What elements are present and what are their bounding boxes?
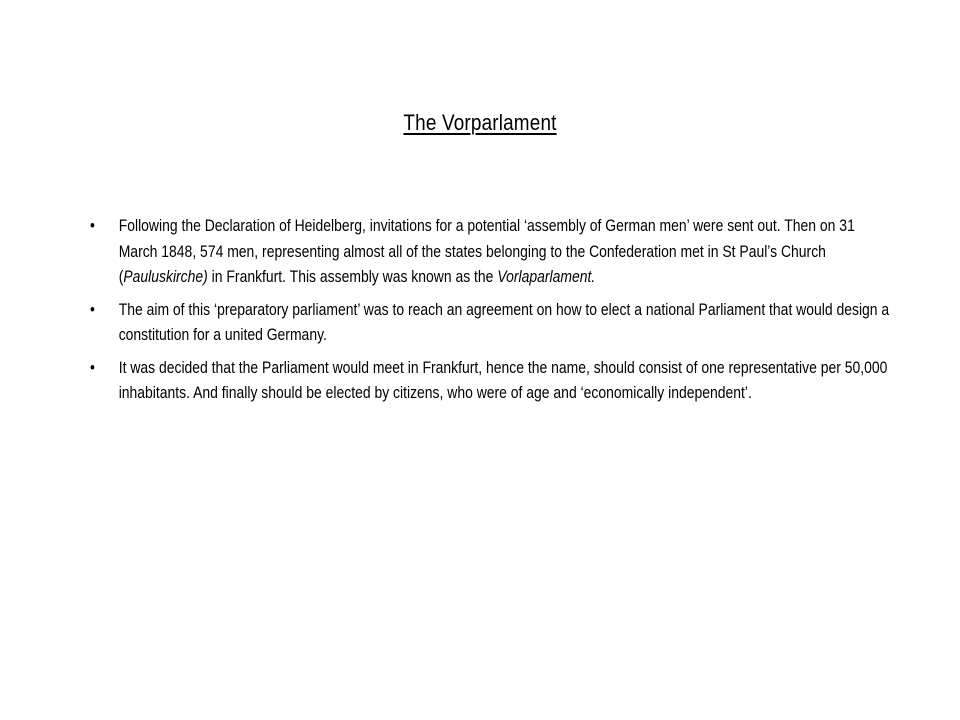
bullet-item-declaration xyxy=(90,213,890,290)
bullet-list xyxy=(90,213,890,413)
pauluskirche-term: Pauluskirche) xyxy=(123,267,208,286)
bullet-item-aim xyxy=(90,297,890,348)
bullet-item-decision xyxy=(90,355,890,406)
bullet-icon: • xyxy=(90,216,95,235)
bullet-text-continued: in Frankfurt. This assembly was known as the xyxy=(207,267,498,286)
bullet-text: Following the Declaration of Heidelberg, invitations for a potential ‘assembly of German men’ were sent out. Then on 31 March 1848, 574 men, representing almost all of the states belonging to the Confederation met in St Paul’s Church ( xyxy=(118,216,855,286)
vorlaparlament-term: Vorlaparlament. xyxy=(497,267,596,286)
slide-title: The Vorparlament xyxy=(403,110,557,135)
bullet-text: The aim of this ‘preparatory parliament’ was to reach an agreement on how to elect a national Parliament that would design a constitution for a united Germany. xyxy=(118,299,890,344)
bullet-text: It was decided that the Parliament would meet in Frankfurt, hence the name, should consist of one representative per 50,000 inhabitants. And finally should be elected by citizens, who were of age and ‘economically independent’. xyxy=(118,357,888,402)
bullet-icon: • xyxy=(90,357,95,377)
bullet-icon: • xyxy=(90,299,95,319)
